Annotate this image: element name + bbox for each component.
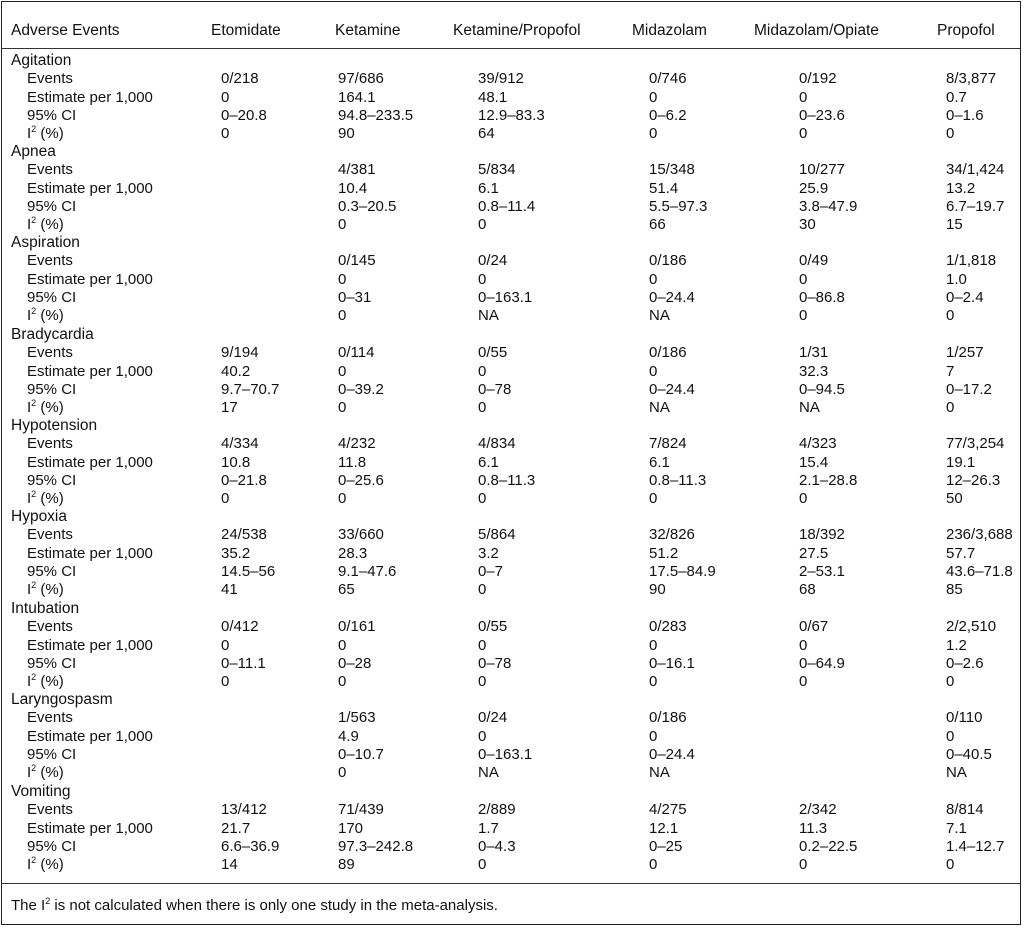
group-label: Bradycardia bbox=[11, 326, 94, 343]
table-cell: 0 bbox=[946, 673, 955, 691]
table-cell: 0–25.6 bbox=[338, 471, 384, 489]
table-cell: 0 bbox=[478, 581, 487, 599]
row-label-i2 bbox=[27, 673, 64, 691]
i2-letter: I bbox=[27, 673, 32, 691]
row-label-i2 bbox=[27, 764, 64, 782]
i2-unit: (%) bbox=[36, 216, 64, 234]
table-cell: 13.2 bbox=[946, 179, 976, 197]
table-cell: 0 bbox=[799, 125, 808, 143]
table-cell: 10/277 bbox=[799, 161, 845, 179]
table-cell: 71/439 bbox=[338, 801, 384, 819]
table-cell: NA bbox=[649, 764, 670, 782]
row-label: Estimate per 1,000 bbox=[27, 179, 153, 197]
table-cell: 14 bbox=[221, 856, 238, 874]
table-cell: 1.7 bbox=[478, 819, 499, 837]
row-label: Events bbox=[27, 618, 73, 636]
table-cell: 85 bbox=[946, 581, 963, 599]
table-cell: 0/67 bbox=[799, 618, 829, 636]
table-cell: 4/834 bbox=[478, 435, 516, 453]
table-cell: 0/24 bbox=[478, 709, 508, 727]
table-cell: 6.1 bbox=[478, 179, 499, 197]
table-cell: 14.5–56 bbox=[221, 562, 276, 580]
row-label: 95% CI bbox=[27, 197, 77, 215]
table-cell: 0–78 bbox=[478, 380, 512, 398]
table-cell: 25.9 bbox=[799, 179, 829, 197]
table-cell: 0–78 bbox=[478, 654, 512, 672]
i2-superscript: 2 bbox=[31, 672, 37, 683]
row-label: Estimate per 1,000 bbox=[27, 270, 153, 288]
table-cell: 97.3–242.8 bbox=[338, 837, 414, 855]
table-cell: 11.3 bbox=[799, 819, 828, 837]
table-cell: 66 bbox=[649, 216, 666, 234]
table-cell: 0 bbox=[799, 88, 808, 106]
table-cell: 0 bbox=[478, 270, 487, 288]
table-cell: 41 bbox=[221, 581, 238, 599]
footnote-superscript: 2 bbox=[45, 896, 51, 906]
table-cell: 6.7–19.7 bbox=[946, 197, 1005, 215]
table-cell: 0/145 bbox=[338, 252, 376, 270]
table-cell: 57.7 bbox=[946, 544, 976, 562]
group-label: Hypoxia bbox=[11, 508, 67, 525]
table-cell: 170 bbox=[338, 819, 364, 837]
row-label: 95% CI bbox=[27, 654, 77, 672]
row-label-i2 bbox=[27, 856, 64, 874]
row-label: 95% CI bbox=[27, 288, 77, 306]
table-cell: 0 bbox=[649, 673, 658, 691]
table-cell: 0–163.1 bbox=[478, 288, 533, 306]
table-cell: 0 bbox=[478, 636, 487, 654]
i2-unit: (%) bbox=[36, 581, 64, 599]
i2-unit: (%) bbox=[36, 673, 64, 691]
row-label: Events bbox=[27, 344, 73, 362]
table-cell: 48.1 bbox=[478, 88, 508, 106]
row-label-i2 bbox=[27, 216, 64, 234]
table-cell: 24/538 bbox=[221, 526, 267, 544]
table-cell: 11.8 bbox=[338, 453, 367, 471]
table-cell: 90 bbox=[649, 581, 666, 599]
table-cell: 1.0 bbox=[946, 270, 967, 288]
table-cell: NA bbox=[478, 307, 499, 325]
table-cell: 0/114 bbox=[338, 344, 375, 362]
row-label: Events bbox=[27, 709, 73, 727]
row-label: Events bbox=[27, 435, 73, 453]
i2-superscript: 2 bbox=[31, 489, 37, 500]
table-cell: 0 bbox=[649, 270, 658, 288]
table-cell: 0 bbox=[649, 856, 658, 874]
table-cell: 0–39.2 bbox=[338, 380, 384, 398]
table-cell: 0–28 bbox=[338, 654, 372, 672]
table-cell: 0 bbox=[799, 856, 808, 874]
footnote-text-pre: The I bbox=[11, 897, 46, 914]
table-cell: 0–86.8 bbox=[799, 288, 845, 306]
table-cell: 7/824 bbox=[649, 435, 687, 453]
table-cell: 3.8–47.9 bbox=[799, 197, 858, 215]
row-label: Events bbox=[27, 70, 73, 88]
table-cell: 9/194 bbox=[221, 344, 259, 362]
table-cell: NA bbox=[649, 399, 670, 417]
row-label: Estimate per 1,000 bbox=[27, 362, 153, 380]
row-label: 95% CI bbox=[27, 562, 77, 580]
i2-unit: (%) bbox=[36, 125, 64, 143]
i2-superscript: 2 bbox=[31, 580, 37, 591]
table-cell: 0 bbox=[338, 399, 347, 417]
table-cell: 0 bbox=[221, 125, 230, 143]
table-cell: 0–17.2 bbox=[946, 380, 992, 398]
table-cell: 0 bbox=[799, 490, 808, 508]
col-header-midazolam: Midazolam bbox=[632, 22, 707, 39]
table-cell: 0/55 bbox=[478, 344, 508, 362]
table-cell: 164.1 bbox=[338, 88, 376, 106]
col-header-adverse-events: Adverse Events bbox=[11, 22, 120, 39]
i2-superscript: 2 bbox=[31, 306, 37, 317]
table-cell: NA bbox=[478, 764, 499, 782]
col-header-propofol: Propofol bbox=[937, 22, 995, 39]
table-cell: 50 bbox=[946, 490, 963, 508]
row-label: Events bbox=[27, 161, 73, 179]
table-cell: 0–4.3 bbox=[478, 837, 516, 855]
table-cell: 0 bbox=[946, 856, 955, 874]
i2-letter: I bbox=[27, 125, 32, 143]
table-cell: 1.2 bbox=[946, 636, 967, 654]
table-cell: 0 bbox=[221, 88, 230, 106]
table-cell: 0.8–11.3 bbox=[649, 471, 707, 489]
row-label-i2 bbox=[27, 125, 64, 143]
table-cell: 13/412 bbox=[221, 801, 267, 819]
i2-letter: I bbox=[27, 216, 32, 234]
table-cell: 40.2 bbox=[221, 362, 251, 380]
row-label-i2 bbox=[27, 399, 64, 417]
table-cell: 12.1 bbox=[649, 819, 679, 837]
i2-superscript: 2 bbox=[31, 398, 37, 409]
table-cell: 0–24.4 bbox=[649, 745, 695, 763]
table-cell: 0–2.6 bbox=[946, 654, 984, 672]
table-cell: 0–16.1 bbox=[649, 654, 695, 672]
row-label: Estimate per 1,000 bbox=[27, 819, 153, 837]
table-cell: 0.8–11.3 bbox=[478, 471, 536, 489]
group-label: Hypotension bbox=[11, 417, 98, 434]
table-cell: 0–24.4 bbox=[649, 288, 695, 306]
table-cell: 39/912 bbox=[478, 70, 524, 88]
table-cell: 3.2 bbox=[478, 544, 499, 562]
table-cell: 0.3–20.5 bbox=[338, 197, 397, 215]
table-cell: 2.1–28.8 bbox=[799, 471, 858, 489]
table-cell: 17.5–84.9 bbox=[649, 562, 716, 580]
table-cell: 89 bbox=[338, 856, 355, 874]
table-cell: 0/161 bbox=[338, 618, 376, 636]
table-cell: 0 bbox=[946, 307, 955, 325]
table-cell: 0–24.4 bbox=[649, 380, 695, 398]
table-cell: 9.7–70.7 bbox=[221, 380, 280, 398]
table-cell: 10.4 bbox=[338, 179, 368, 197]
table-frame bbox=[1, 1, 1021, 925]
table-cell: 0–11.1 bbox=[221, 654, 266, 672]
table-cell: 4.9 bbox=[338, 727, 359, 745]
table-cell: NA bbox=[946, 764, 967, 782]
table-cell: 0/746 bbox=[649, 70, 687, 88]
table-cell: NA bbox=[649, 307, 670, 325]
i2-superscript: 2 bbox=[31, 855, 37, 866]
table-cell: 0–2.4 bbox=[946, 288, 984, 306]
table-cell: 4/334 bbox=[221, 435, 259, 453]
row-label: Estimate per 1,000 bbox=[27, 88, 153, 106]
table-cell: 6.1 bbox=[478, 453, 499, 471]
table-cell: 0 bbox=[799, 270, 808, 288]
table-cell: 0 bbox=[649, 88, 658, 106]
table-cell: 0/218 bbox=[221, 70, 259, 88]
table-cell: 15 bbox=[946, 216, 963, 234]
i2-letter: I bbox=[27, 764, 32, 782]
col-header-ketamine: Ketamine bbox=[335, 22, 401, 39]
table-cell: 18/392 bbox=[799, 526, 845, 544]
table-cell: 0–20.8 bbox=[221, 106, 267, 124]
i2-unit: (%) bbox=[36, 856, 64, 874]
table-cell: 90 bbox=[338, 125, 355, 143]
table-cell: 236/3,688 bbox=[946, 526, 1013, 544]
table-cell: 0–163.1 bbox=[478, 745, 533, 763]
group-label: Laryngospasm bbox=[11, 691, 113, 708]
i2-letter: I bbox=[27, 399, 32, 417]
table-cell: 0/49 bbox=[799, 252, 829, 270]
table-cell: 51.4 bbox=[649, 179, 679, 197]
footnote-text-post: is not calculated when there is only one study in the meta-analysis. bbox=[50, 897, 498, 914]
col-header-ketamine-propofol: Ketamine/Propofol bbox=[453, 22, 581, 39]
table-cell: 0/110 bbox=[946, 709, 983, 727]
table-cell: 0 bbox=[478, 399, 487, 417]
table-cell: 0/186 bbox=[649, 709, 687, 727]
table-cell: 27.5 bbox=[799, 544, 829, 562]
col-header-midazolam-opiate: Midazolam/Opiate bbox=[754, 22, 879, 39]
row-label-i2 bbox=[27, 307, 64, 325]
group-label: Agitation bbox=[11, 52, 72, 69]
i2-superscript: 2 bbox=[31, 215, 37, 226]
table-cell: 10.8 bbox=[221, 453, 251, 471]
table-cell: 0–7 bbox=[478, 562, 504, 580]
group-label: Vomiting bbox=[11, 783, 71, 800]
header-divider bbox=[1, 48, 1021, 49]
row-label: Events bbox=[27, 526, 73, 544]
table-cell: 7 bbox=[946, 362, 955, 380]
table-cell: 0 bbox=[946, 399, 955, 417]
table-cell: 2–53.1 bbox=[799, 562, 845, 580]
table-cell: 4/381 bbox=[338, 161, 376, 179]
i2-unit: (%) bbox=[36, 764, 64, 782]
table-cell: 0/283 bbox=[649, 618, 687, 636]
group-label: Intubation bbox=[11, 600, 80, 617]
table-cell: 0/186 bbox=[649, 252, 687, 270]
row-label: Events bbox=[27, 801, 73, 819]
table-cell: 28.3 bbox=[338, 544, 368, 562]
table-cell: 0–6.2 bbox=[649, 106, 687, 124]
table-cell: 4/232 bbox=[338, 435, 376, 453]
table-cell: 0 bbox=[799, 673, 808, 691]
table-cell: 0–64.9 bbox=[799, 654, 845, 672]
table-cell: 35.2 bbox=[221, 544, 251, 562]
table-cell: 0–40.5 bbox=[946, 745, 992, 763]
table-cell: 0/55 bbox=[478, 618, 508, 636]
table-cell: 0 bbox=[649, 727, 658, 745]
table-cell: 2/2,510 bbox=[946, 618, 997, 636]
table-cell: 0 bbox=[221, 673, 230, 691]
row-label: 95% CI bbox=[27, 837, 77, 855]
table-cell: 1/31 bbox=[799, 344, 829, 362]
table-cell: 12–26.3 bbox=[946, 471, 1001, 489]
i2-unit: (%) bbox=[36, 399, 64, 417]
table-cell: 6.1 bbox=[649, 453, 670, 471]
table-cell: 9.1–47.6 bbox=[338, 562, 397, 580]
row-label: 95% CI bbox=[27, 471, 77, 489]
row-label: Estimate per 1,000 bbox=[27, 544, 153, 562]
table-cell: 0 bbox=[478, 216, 487, 234]
table-cell: 7.1 bbox=[946, 819, 967, 837]
table-cell: 0 bbox=[221, 490, 230, 508]
table-cell: 34/1,424 bbox=[946, 161, 1005, 179]
table-cell: 0 bbox=[478, 490, 487, 508]
table-cell: 0–21.8 bbox=[221, 471, 267, 489]
row-label: 95% CI bbox=[27, 106, 77, 124]
table-cell: 0 bbox=[649, 125, 658, 143]
table-cell: 0 bbox=[338, 362, 347, 380]
table-cell: 0 bbox=[338, 673, 347, 691]
table-cell: 0 bbox=[946, 727, 955, 745]
table-cell: 0 bbox=[221, 636, 230, 654]
table-cell: 0 bbox=[338, 636, 347, 654]
table-cell: 0/412 bbox=[221, 618, 259, 636]
i2-letter: I bbox=[27, 307, 32, 325]
table-cell: 0.8–11.4 bbox=[478, 197, 536, 215]
table-cell: 1/257 bbox=[946, 344, 984, 362]
table-cell: 12.9–83.3 bbox=[478, 106, 545, 124]
i2-unit: (%) bbox=[36, 307, 64, 325]
table-cell: 5/864 bbox=[478, 526, 516, 544]
row-label-i2 bbox=[27, 490, 64, 508]
table-cell: 1.4–12.7 bbox=[946, 837, 1005, 855]
table-cell: 4/323 bbox=[799, 435, 837, 453]
table-cell: 17 bbox=[221, 399, 238, 417]
table-cell: 30 bbox=[799, 216, 816, 234]
table-cell: 0 bbox=[478, 673, 487, 691]
table-cell: 0–94.5 bbox=[799, 380, 845, 398]
table-cell: 0 bbox=[478, 856, 487, 874]
table-cell: 0 bbox=[799, 307, 808, 325]
table-cell: 0 bbox=[946, 125, 955, 143]
table-cell: 8/814 bbox=[946, 801, 984, 819]
table-cell: 0–31 bbox=[338, 288, 372, 306]
table-cell: 0–23.6 bbox=[799, 106, 845, 124]
table-cell: 0/192 bbox=[799, 70, 837, 88]
table-cell: 0 bbox=[338, 270, 347, 288]
table-cell: 77/3,254 bbox=[946, 435, 1005, 453]
table-cell: 2/342 bbox=[799, 801, 837, 819]
row-label: Estimate per 1,000 bbox=[27, 636, 153, 654]
table-cell: 97/686 bbox=[338, 70, 384, 88]
table-cell: 0 bbox=[649, 362, 658, 380]
table-cell: 0–10.7 bbox=[338, 745, 384, 763]
table-cell: 0 bbox=[799, 636, 808, 654]
table-cell: 0/186 bbox=[649, 344, 687, 362]
table-cell: 0 bbox=[338, 216, 347, 234]
table-cell: 2/889 bbox=[478, 801, 516, 819]
table-cell: 0–25 bbox=[649, 837, 683, 855]
table-cell: 65 bbox=[338, 581, 355, 599]
row-label: Events bbox=[27, 252, 73, 270]
table-cell: 1/1,818 bbox=[946, 252, 997, 270]
table-cell: 8/3,877 bbox=[946, 70, 997, 88]
table-cell: 5/834 bbox=[478, 161, 516, 179]
table-cell: 32/826 bbox=[649, 526, 695, 544]
table-cell: NA bbox=[799, 399, 820, 417]
table-cell: 0 bbox=[338, 764, 347, 782]
table-cell: 6.6–36.9 bbox=[221, 837, 280, 855]
table-cell: 21.7 bbox=[221, 819, 251, 837]
table-cell: 0 bbox=[478, 727, 487, 745]
table-cell: 0.7 bbox=[946, 88, 967, 106]
table-cell: 4/275 bbox=[649, 801, 687, 819]
col-header-etomidate: Etomidate bbox=[211, 22, 281, 39]
group-label: Apnea bbox=[11, 143, 56, 160]
table-cell: 94.8–233.5 bbox=[338, 106, 414, 124]
table-cell: 15.4 bbox=[799, 453, 829, 471]
row-label: 95% CI bbox=[27, 380, 77, 398]
table-cell: 19.1 bbox=[946, 453, 976, 471]
i2-superscript: 2 bbox=[31, 763, 37, 774]
group-label: Aspiration bbox=[11, 234, 80, 251]
table-cell: 1/563 bbox=[338, 709, 376, 727]
table-cell: 64 bbox=[478, 125, 495, 143]
table-cell: 0 bbox=[338, 490, 347, 508]
table-cell: 0/24 bbox=[478, 252, 508, 270]
table-cell: 32.3 bbox=[799, 362, 829, 380]
table-cell: 33/660 bbox=[338, 526, 384, 544]
table-cell: 68 bbox=[799, 581, 816, 599]
table-cell: 0 bbox=[649, 490, 658, 508]
table-cell: 0 bbox=[478, 362, 487, 380]
row-label: Estimate per 1,000 bbox=[27, 453, 153, 471]
i2-letter: I bbox=[27, 856, 32, 874]
footnote-divider bbox=[1, 883, 1021, 884]
table-cell: 43.6–71.8 bbox=[946, 562, 1013, 580]
i2-letter: I bbox=[27, 490, 32, 508]
row-label-i2 bbox=[27, 581, 64, 599]
table-cell: 15/348 bbox=[649, 161, 695, 179]
table-cell: 0 bbox=[649, 636, 658, 654]
row-label: 95% CI bbox=[27, 745, 77, 763]
table-cell: 0 bbox=[338, 307, 347, 325]
table-cell: 51.2 bbox=[649, 544, 679, 562]
table-cell: 5.5–97.3 bbox=[649, 197, 708, 215]
i2-letter: I bbox=[27, 581, 32, 599]
row-label: Estimate per 1,000 bbox=[27, 727, 153, 745]
table-cell: 0.2–22.5 bbox=[799, 837, 858, 855]
footnote bbox=[11, 897, 498, 915]
i2-superscript: 2 bbox=[31, 124, 37, 135]
table-cell: 0–1.6 bbox=[946, 106, 984, 124]
i2-unit: (%) bbox=[36, 490, 64, 508]
